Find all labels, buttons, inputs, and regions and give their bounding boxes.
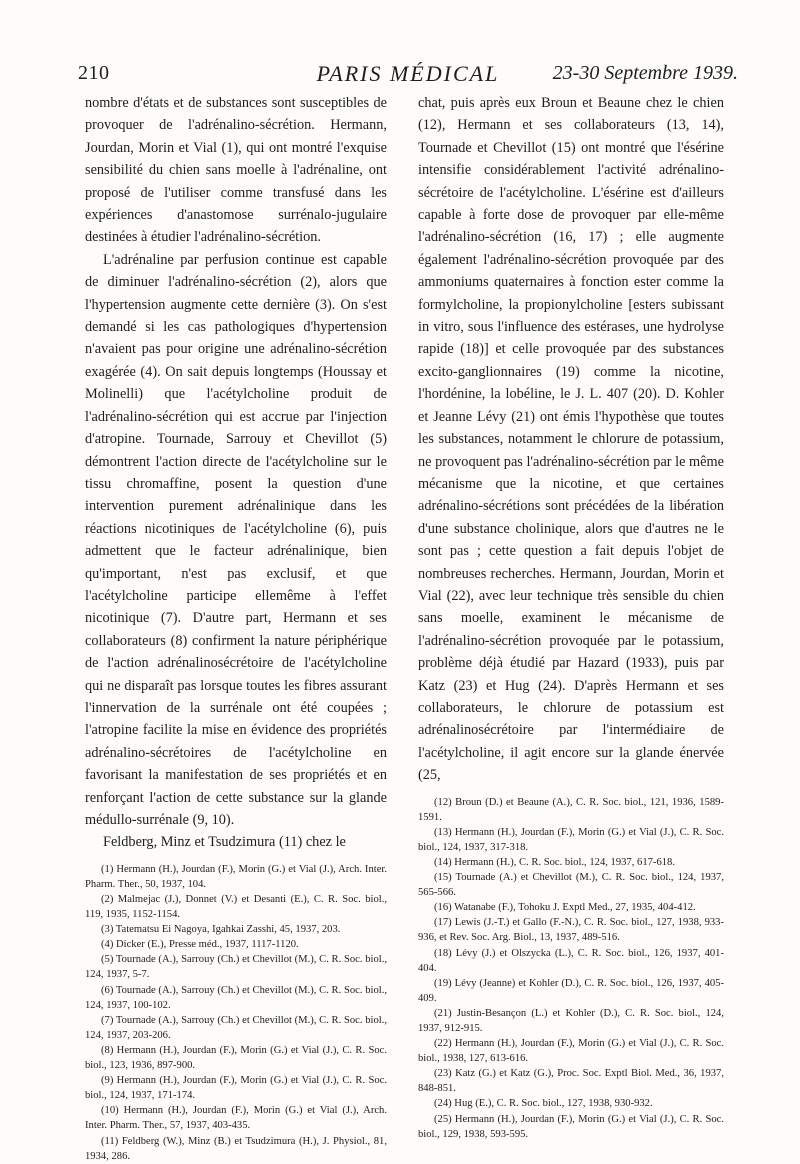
footnote: (7) Tournade (A.), Sarrouy (Ch.) et Chevillot (M.), C. R. Soc. biol., 124, 1937, 203-206.	[85, 1014, 387, 1041]
left-body-text	[85, 92, 387, 854]
footnote: (22) Hermann (H.), Jourdan (F.), Morin (G.) et Vial (J.), C. R. Soc. biol., 1938, 127, 613-616.	[418, 1038, 724, 1065]
footnote: (4) Dicker (E.), Presse méd., 1937, 1117-1120.	[101, 939, 299, 951]
footnote: (1) Hermann (H.), Jourdan (F.), Morin (G.) et Vial (J.), Arch. Inter. Pharm. Ther., 50, 1937, 104.	[85, 863, 387, 890]
left-footnotes	[85, 862, 387, 1164]
footnote: (16) Watanabe (F.), Tohoku J. Exptl Med., 27, 1935, 404-412.	[434, 902, 696, 914]
footnote: (11) Feldberg (W.), Minz (B.) et Tsudzimura (H.), J. Physiol., 81, 1934, 286.	[85, 1135, 387, 1162]
footnote: (14) Hermann (H.), C. R. Soc. biol., 124, 1937, 617-618.	[434, 856, 675, 868]
footnote: (15) Tournade (A.) et Chevillot (M.), C. R. Soc. biol., 124, 1937, 565-566.	[418, 872, 724, 899]
footnote: (6) Tournade (A.), Sarrouy (Ch.) et Chevillot (M.), C. R. Soc. biol., 124, 1937, 100-102.	[85, 984, 387, 1011]
footnote: (18) Lévy (J.) et Olszycka (L.), C. R. Soc. biol., 126, 1937, 401-404.	[418, 947, 724, 974]
paragraph: nombre d'états et de substances sont susceptibles de provoquer de l'adrénalino-sécrétion. Hermann, Jourdan, Morin et Vial (1), qui ont montré l'exquise sensibilité du chien sans moelle à l'adrénaline, ont proposé de l'utiliser comme transfusé dans les expériences d'anastomose surrénalo-jugulaire destinées à étudier l'adrénalino-sécrétion.	[85, 95, 387, 246]
footnote: (23) Katz (G.) et Katz (G.), Proc. Soc. Exptl Biol. Med., 36, 1937, 848-851.	[418, 1068, 724, 1095]
page-number: 210	[78, 62, 110, 84]
paragraph: Feldberg, Minz et Tsudzimura (11) chez le	[103, 834, 346, 851]
right-body-text	[418, 92, 724, 787]
footnote: (17) Lewis (J.-T.) et Gallo (F.-N.), C. R. Soc. biol., 127, 1938, 933-936, et Rev. Soc. Arg. Biol., 13, 1937, 489-516.	[418, 917, 724, 944]
footnote: (13) Hermann (H.), Jourdan (F.), Morin (G.) et Vial (J.), C. R. Soc. biol., 124, 1937, 317-318.	[418, 826, 724, 853]
footnote: (5) Tournade (A.), Sarrouy (Ch.) et Chevillot (M.), C. R. Soc. biol., 124, 1937, 5-7.	[85, 954, 387, 981]
paragraph: L'adrénaline par perfusion continue est capable de diminuer l'adrénalino-sécrétion (2), alors que l'hypertension augmente cette dernière (3). On s'est demandé si les cas pathologiques d'hypertension n'avaient pas pour origine une adrénalino-sécrétion exagérée (4). On sait depuis longtemps (Houssay et Molinelli) que l'acétylcholine produit de l'adrénalino-sécrétion qui est accrue par l'injection d'atropine. Tournade, Sarrouy et Chevillot (5) démontrent l'action directe de l'acétylcholine sur le tissu chromaffine, posent la question d'une intervention purement adrénalinique dans les réactions nicotiniques de l'acétylcholine (6), puis admettent que le facteur adrénalinique, bien qu'important, n'est pas exclusif, et que l'acétylcholine participe ellemême à l'effet nicotinique (7). D'autre part, Hermann et ses collaborateurs (8) confirment la nature périphérique de l'action adrénalinosécrétoire de l'acétylcholine qui ne disparaît pas lorsque toutes les fibres assurant l'innervation de la surrénale ont été coupées ; l'atropine facilite la mise en évidence des propriétés adrénalino-sécrétoires de l'acétylcholine en favorisant la manifestation de ses propriétés et en renforçant l'action de cette substance sur la glande médullo-surrénale (9, 10).	[85, 251, 387, 828]
left-column	[85, 92, 387, 1164]
right-column	[418, 92, 724, 1142]
footnote: (10) Hermann (H.), Jourdan (F.), Morin (G.) et Vial (J.), Arch. Inter. Pharm. Ther., 57, 1937, 403-435.	[85, 1105, 387, 1132]
footnote: (2) Malmejac (J.), Donnet (V.) et Desanti (E.), C. R. Soc. biol., 119, 1935, 1152-1154.	[85, 894, 387, 921]
footnote: (21) Justin-Besançon (L.) et Kohler (D.), C. R. Soc. biol., 124, 1937, 912-915.	[418, 1007, 724, 1034]
footnote: (12) Broun (D.) et Beaune (A.), C. R. Soc. biol., 121, 1936, 1589-1591.	[418, 796, 724, 823]
paragraph: chat, puis après eux Broun et Beaune chez le chien (12), Hermann et ses collaborateurs (13, 14), Tournade et Chevillot (15) ont montré que l'ésérine intensifie considérablement l'activité adrénalino-sécrétoire de l'acétylcholine. L'ésérine est d'ailleurs capable à forte dose de provoquer par elle-même l'adrénalino-sécrétion (16, 17) ; elle augmente également l'adrénalino-sécrétion provoquée par des ammoniums quaternaires à fonction ester comme la formylcholine, la propionylcholine [esters subissant in vitro, sous l'influence des estérases, une hydrolyse rapide (18)] et celle provoquée par des substances excito-ganglionnaires (19) comme la nicotine, l'hordénine, la lobéline, le J. L. 407 (20). D. Kohler et Jeanne Lévy (21) ont émis l'hypothèse que toutes les substances, notamment le chlorure de potassium, ne provoquent pas l'adrénalino-sécrétion par le même mécanisme que la nicotine, et que certaines adrénalino-sécrétions sont précédées de la libération d'une substance cholinique, alors que d'autres ne le sont pas ; cette question a fait depuis l'objet de nombreuses recherches. Hermann, Jourdan, Morin et Vial (22), avec leur technique très sensible du chien sans moelle, examinent le mécanisme de l'adrénalino-sécrétion provoquée par le potassium, problème déjà étudié par Hazard (1933), puis par Katz (23) et Hug (24). D'après Hermann et ses collaborateurs, le chlorure de potassium est adrénalinosécrétoire par l'intermédiaire de l'acétylcholine, il agit encore sur la glande énervée (25,	[418, 95, 724, 784]
footnote: (25) Hermann (H.), Jourdan (F.), Morin (G.) et Vial (J.), C. R. Soc. biol., 129, 1938, 593-595.	[418, 1113, 724, 1140]
journal-title: PARIS MÉDICAL	[316, 61, 500, 86]
footnote: (8) Hermann (H.), Jourdan (F.), Morin (G.) et Vial (J.), C. R. Soc. biol., 123, 1936, 897-900.	[85, 1044, 387, 1072]
footnote: (3) Tatematsu Ei Nagoya, Igahkai Zasshi, 45, 1937, 203.	[101, 924, 341, 936]
running-header	[78, 58, 738, 92]
issue-date: 23-30 Septembre 1939.	[552, 62, 738, 84]
footnote: (19) Lévy (Jeanne) et Kohler (D.), C. R. Soc. biol., 126, 1937, 405-409.	[418, 977, 724, 1004]
right-footnotes	[418, 795, 724, 1142]
footnote: (24) Hug (E.), C. R. Soc. biol., 127, 1938, 930-932.	[434, 1098, 653, 1110]
footnote: (9) Hermann (H.), Jourdan (F.), Morin (G.) et Vial (J.), C. R. Soc. biol., 124, 1937, 171-174.	[85, 1075, 387, 1102]
